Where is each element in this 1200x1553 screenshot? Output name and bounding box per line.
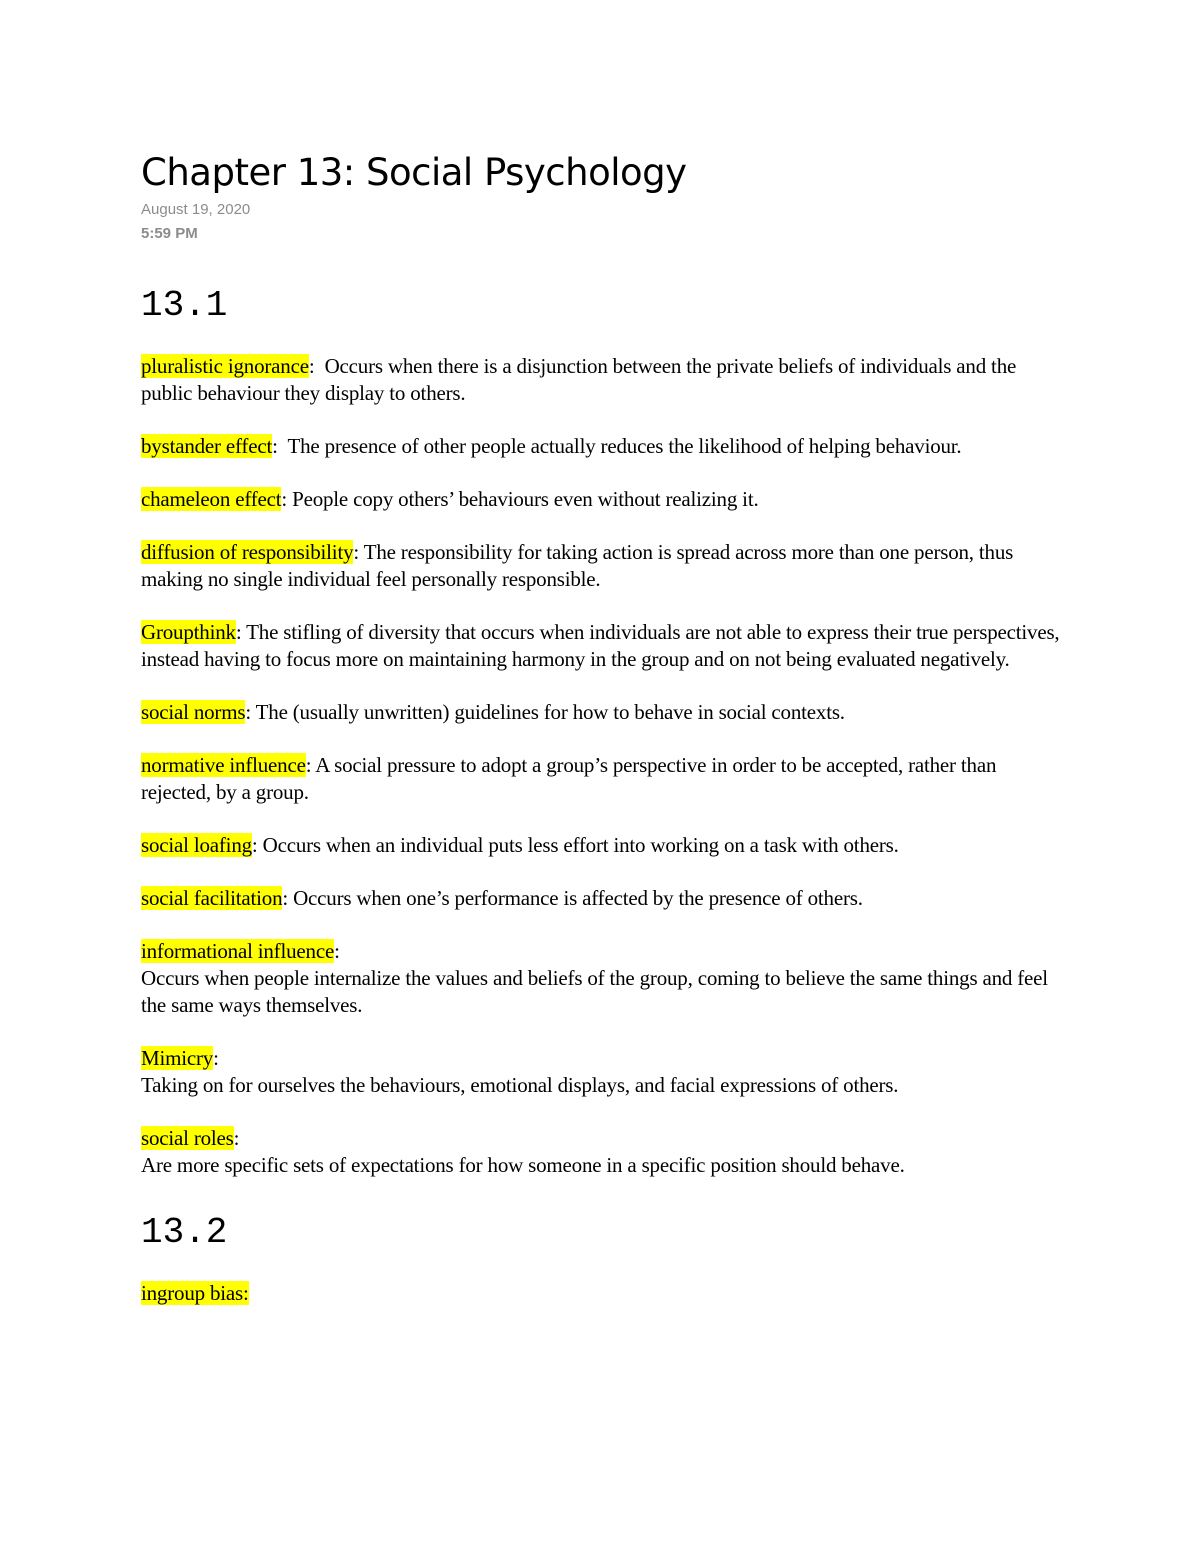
definition-text: Occurs when people internalize the values and beliefs of the group, coming to believe the same things and feel the same ways themselves. (141, 966, 1048, 1017)
definition-text: People copy others’ behaviours even without realizing it. (292, 487, 759, 511)
definition-text: The presence of other people actually reduces the likelihood of helping behaviour. (287, 434, 962, 458)
definition-entry (141, 1280, 1061, 1307)
highlighted-term: social loafing (141, 833, 252, 857)
definition-text: A social pressure to adopt a group’s perspective in order to be accepted, rather than rejected, by a group. (141, 753, 997, 804)
note-date: August 19, 2020 (141, 201, 251, 218)
highlighted-term: Mimicry (141, 1046, 214, 1070)
definition-entry (141, 433, 1061, 460)
term-separator: : (233, 1126, 240, 1150)
definition-entry (141, 938, 1061, 1019)
term-separator: : (235, 620, 247, 644)
definition-entry (141, 1125, 1061, 1179)
highlighted-term: bystander effect (141, 434, 273, 458)
highlighted-term: social roles (141, 1126, 234, 1150)
highlighted-term: social norms (141, 700, 246, 724)
section-heading: 13.2 (141, 1212, 228, 1253)
term-separator: : (305, 753, 316, 777)
term-separator: : (353, 540, 364, 564)
term-separator: : (272, 434, 288, 458)
term-separator: : (251, 833, 263, 857)
page-title: Chapter 13: Social Psychology (141, 151, 687, 194)
highlighted-term: ingroup bias: (141, 1281, 249, 1305)
highlighted-term: Groupthink (141, 620, 236, 644)
definition-text: The stifling of diversity that occurs when individuals are not able to express their true perspectives, instead having to focus more on maintaining harmony in the group and on not being evaluated negatively. (141, 620, 1060, 671)
definition-text: The responsibility for taking action is spread across more than one person, thus making no single individual feel personally responsible. (141, 540, 1014, 591)
definition-entry (141, 699, 1061, 726)
definition-entry (141, 539, 1061, 593)
term-separator: : (282, 886, 294, 910)
definition-text: The (usually unwritten) guidelines for how to behave in social contexts. (255, 700, 845, 724)
definition-entry (141, 619, 1061, 673)
highlighted-term: diffusion of responsibility (141, 540, 354, 564)
note-time: 5:59 PM (141, 225, 198, 242)
definition-entry (141, 486, 1061, 513)
definition-entry (141, 832, 1061, 859)
definition-entry (141, 1045, 1061, 1099)
definition-text: Occurs when there is a disjunction between the private beliefs of individuals and the public behaviour they display to others. (141, 354, 1017, 405)
definition-entry (141, 752, 1061, 806)
highlighted-term: chameleon effect (141, 487, 282, 511)
definition-text: Occurs when an individual puts less effort into working on a task with others. (262, 833, 899, 857)
definition-text: Occurs when one’s performance is affected by the presence of others. (293, 886, 863, 910)
document-page (141, 148, 1061, 1307)
term-separator: : (281, 487, 293, 511)
definition-entry (141, 885, 1061, 912)
definition-text: Taking on for ourselves the behaviours, emotional displays, and facial expressions of others. (141, 1073, 899, 1097)
term-separator: : (334, 939, 340, 963)
definition-text: Are more specific sets of expectations for how someone in a specific position should behave. (141, 1153, 905, 1177)
highlighted-term: social facilitation (141, 886, 283, 910)
term-separator: : (213, 1046, 219, 1070)
highlighted-term: informational influence (141, 939, 335, 963)
term-separator: : (308, 354, 325, 378)
section-heading: 13.1 (141, 285, 228, 326)
highlighted-term: pluralistic ignorance (141, 354, 309, 378)
term-separator: : (245, 700, 256, 724)
note-metadata (141, 198, 1061, 246)
definition-entry (141, 353, 1061, 407)
highlighted-term: normative influence (141, 753, 306, 777)
